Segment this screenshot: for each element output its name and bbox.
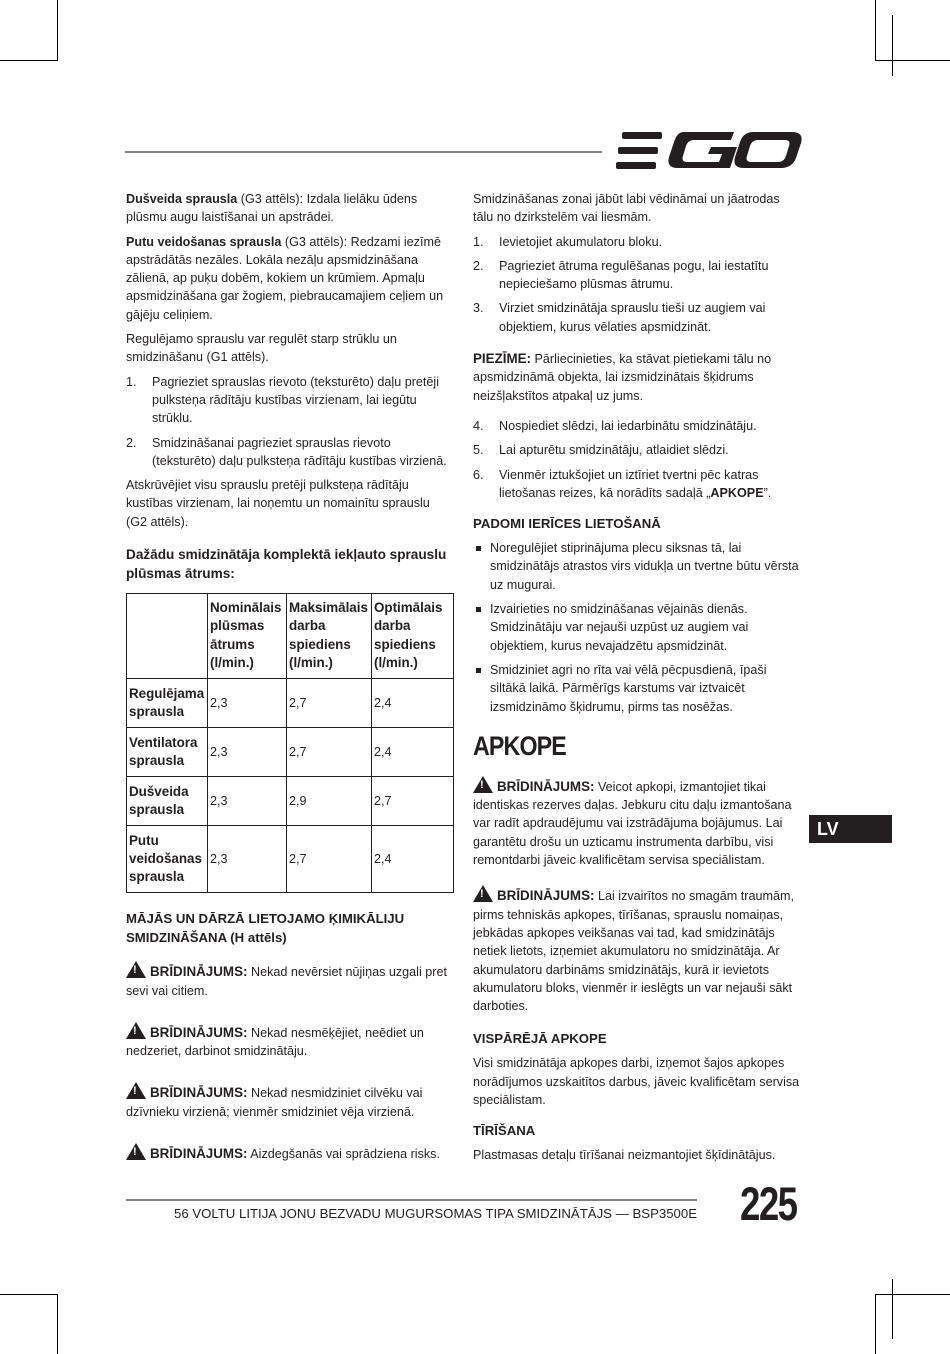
table-cell: 2,4 — [372, 728, 454, 777]
numbered-list — [473, 417, 801, 502]
list-item: 6. Vienmēr iztukšojiet un iztīriet tvertni pēc katras lietošanas reizes, kā norādīts sadaļā „APKOPE”. — [473, 467, 772, 500]
list-item: 2. Pagrieziet ātruma regulēšanas pogu, lai iestatītu nepieciešamo plūsmas ātrumu. — [473, 258, 769, 292]
warning-icon — [126, 1082, 146, 1099]
warning: !BRĪDINĀJUMS: Aizdegšanās vai sprādziena risks. — [126, 1143, 454, 1163]
paragraph: Regulējamo sprauslu var regulēt starp strūklu un smidzināšanu (G1 attēls). — [126, 332, 397, 365]
table-row — [127, 728, 454, 777]
flow-rate-table — [126, 593, 454, 893]
crop-mark — [875, 1294, 876, 1354]
list-item: Smidziniet agri no rīta vai vēlā pēcpusdienā, īpaši siltākā laikā. Pārmērīgs karstums var iztvaicēt izsmidzināmo šķidrumu, pirms tas nosēžas. — [473, 661, 801, 716]
list-item: 4. Nospiediet slēdzi, lai iedarbinātu smidzinātāju. — [473, 418, 757, 433]
table-cell: 2,4 — [372, 679, 454, 728]
warning: !BRĪDINĀJUMS: Lai izvairītos no smagām traumām, pirms tehniskās apkopes, tīrīšanas, sprauslu nomaiņas, jebkādas apkopes veikšanas vai tad, kad smidzinātājs netiek lietots, izņemiet akumulatoru no smidzinātāja. Ar akumulatoru darbināms smidzinātājs, kurā ir ievietots akumulatoru bloks, vienmēr ir ieslēgts un var nejauši sākt darboties. — [473, 885, 801, 1015]
table-header-row — [127, 594, 454, 679]
crop-mark — [875, 0, 876, 60]
table-cell: 2,3 — [208, 826, 287, 893]
list-item: Noregulējiet stiprinājuma plecu siksnas tā, lai smidzinātājs atrastos virs vidukļa un tvertne būtu vērsta uz mugurai. — [473, 539, 801, 594]
table-cell: 2,9 — [287, 777, 372, 826]
warning-icon — [126, 961, 146, 978]
paragraph: Smidzināšanas zonai jābūt labi vēdināmai un jāatrodas tālu no dzirkstelēm vai liesmām. — [473, 192, 780, 225]
note: PIEZĪME: Pārliecinieties, ka stāvat pietiekami tālu no apsmidzināmā objekta, lai izsmidzinātais šķidrums neizšļakstītos atpakaļ uz jums. — [473, 351, 772, 403]
table-header: Maksimālais darba spiediens (l/min.) — [287, 594, 372, 679]
section-heading: MĀJĀS UN DĀRZĀ LIETOJAMO ĶIMIKĀLIJU SMIDZINĀŠANA (H attēls) — [126, 911, 405, 946]
language-tab: LV — [809, 815, 892, 843]
table-cell: Putu veidošanas sprausla — [127, 826, 208, 893]
crop-mark — [57, 1294, 58, 1354]
crop-mark — [875, 1294, 950, 1295]
table-header: Optimālais darba spiediens (l/min.) — [372, 594, 454, 679]
table-cell: 2,7 — [287, 826, 372, 893]
right-column — [473, 190, 801, 1171]
warning: !BRĪDINĀJUMS: Veicot apkopi, izmantojiet tikai identiskas rezerves daļas. Jebkuru citu daļu izmantošana var radīt apdraudējumu vai izstrādājuma bojājumus. Lai garantētu drošu un uzticamu instrumenta darbību, visi remontdarbi jāveic kvalificētam servisa speciālistam. — [473, 776, 801, 869]
warning: !BRĪDINĀJUMS: Nekad nesmēķējiet, neēdiet un nedzeriet, darbinot smidzinātāju. — [126, 1022, 454, 1061]
bullet-list — [473, 539, 801, 716]
paragraph: Dušveida sprausla (G3 attēls): Izdala lielāku ūdens plūsmu augu laistīšanai un apstrādei. — [126, 192, 418, 225]
table-row — [127, 679, 454, 728]
warning-icon — [473, 776, 493, 793]
table-cell: 2,3 — [208, 679, 287, 728]
crop-mark — [0, 60, 58, 61]
list-item: 3. Virziet smidzinātāja sprauslu tieši uz augiem vai objektiem, kurus vēlaties apsmidzināt. — [473, 301, 766, 334]
page-number: 225 — [740, 1177, 797, 1230]
table-cell: Ventilatora sprausla — [127, 728, 208, 777]
numbered-list — [473, 233, 801, 336]
table-cell: Dušveida sprausla — [127, 777, 208, 826]
crop-mark — [57, 0, 58, 60]
paragraph: Plastmasas detaļu tīrīšanai neizmantojiet šķīdinātājus. — [473, 1148, 776, 1163]
list-item: 5. Lai apturētu smidzinātāju, atlaidiet slēdzi. — [473, 443, 729, 458]
crop-mark — [892, 15, 893, 76]
table-header — [127, 594, 208, 679]
table-row — [127, 777, 454, 826]
crop-mark — [0, 1294, 58, 1295]
header-rule — [125, 151, 602, 153]
footer-rule — [126, 1199, 697, 1201]
section-heading: VISPĀRĒJĀ APKOPE — [473, 1031, 607, 1047]
table-cell: 2,7 — [287, 679, 372, 728]
section-heading: PADOMI IERĪCES LIETOŠANĀ — [473, 516, 661, 532]
left-column — [126, 190, 454, 1173]
crop-mark — [892, 1279, 893, 1339]
paragraph: Putu veidošanas sprausla (G3 attēls): Redzami iezīmē apstrādātās nezāles. Lokāla nezāļu apsmidzināšana zālienā, ap puķu dobēm, kokiem un krūmiem. Apmaļu apsmidzināšana gar žogiem, piebraucamajiem ceļiem un gājēju celiņiem. — [126, 234, 444, 322]
list-item: 1. Pagrieziet sprauslas rievoto (teksturēto) daļu pretēji pulksteņa rādītāju kustības virzienam, lai iegūtu strūklu. — [126, 374, 439, 426]
paragraph: Atskrūvējiet visu sprauslu pretēji pulksteņa rādītāju kustības virzienam, lai noņemtu un nomainītu sprauslu (G2 attēls). — [126, 478, 430, 529]
table-heading: Dažādu smidzinātāja komplektā iekļauto sprauslu plūsmas ātrums: — [126, 547, 447, 582]
list-item: Izvairieties no smidzināšanas vējainās dienās. Smidzinātāju var nejauši uzpūst uz augiem vai objektiem, kurus nevajadzētu apsmidzināt. — [473, 600, 801, 655]
warning-icon — [473, 885, 493, 902]
warning: !BRĪDINĀJUMS: Nekad nevērsiet nūjiņas uzgali pret sevi vai citiem. — [126, 961, 454, 1000]
crop-mark — [875, 60, 950, 61]
list-item: 2. Smidzināšanai pagrieziet sprauslas rievoto (teksturēto) daļu pulksteņa rādītāju kustības virzienā. — [126, 435, 447, 468]
table-cell: 2,7 — [372, 777, 454, 826]
footer-text: 56 VOLTU LITIJA JONU BEZVADU MUGURSOMAS TIPA SMIDZINĀTĀJS — BSP3500E — [174, 1206, 697, 1221]
table-cell: 2,4 — [372, 826, 454, 893]
section-title: APKOPE — [473, 730, 566, 761]
list-item: 1. Ievietojiet akumulatoru bloku. — [473, 234, 663, 249]
table-cell: 2,7 — [287, 728, 372, 777]
paragraph: Visi smidzinātāja apkopes darbi, izņemot šajos apkopes norādījumos uzskaitītos darbus, jāveic kvalificētam servisa speciālistam. — [473, 1056, 800, 1107]
numbered-list — [126, 373, 454, 470]
table-cell: 2,3 — [208, 728, 287, 777]
table-cell: Regulējama sprausla — [127, 679, 208, 728]
table-row — [127, 826, 454, 893]
ego-logo — [616, 130, 802, 172]
warning: !BRĪDINĀJUMS: Nekad nesmidziniet cilvēku vai dzīvnieku virzienā; vienmēr smidziniet vēja virzienā. — [126, 1082, 454, 1121]
table-cell: 2,3 — [208, 777, 287, 826]
section-heading: TĪRĪŠANA — [473, 1123, 536, 1139]
table-header: Nominālais plūsmas ātrums (l/min.) — [208, 594, 287, 679]
warning-icon — [126, 1143, 146, 1160]
warning-icon — [126, 1022, 146, 1039]
